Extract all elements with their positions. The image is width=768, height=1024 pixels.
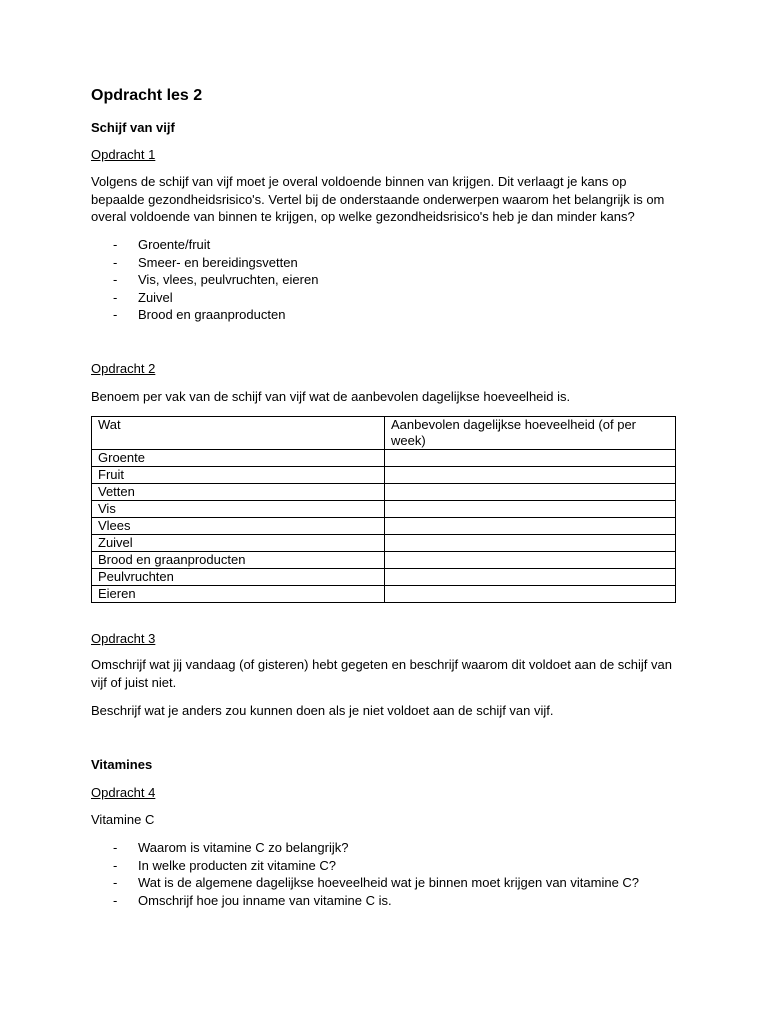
dash-bullet-icon: - <box>113 875 118 890</box>
table-cell-empty[interactable] <box>385 484 676 501</box>
dash-bullet-icon: - <box>113 272 118 287</box>
list-item-text: Smeer- en bereidingsvetten <box>138 254 298 270</box>
table-row <box>92 552 676 569</box>
opdracht4-label: Opdracht 4 <box>91 785 156 800</box>
list-item-text: Wat is de algemene dagelijkse hoeveelheid wat je binnen moet krijgen van vitamine C? <box>138 875 640 890</box>
table-cell-wat: Fruit <box>92 467 385 484</box>
list-item-text: In welke producten zit vitamine C? <box>138 857 336 873</box>
table-header-row <box>92 417 676 450</box>
dash-bullet-icon: - <box>113 307 118 322</box>
opdracht1-list <box>91 236 691 324</box>
list-item <box>91 271 691 289</box>
vitamine-c-subheading: Vitamine C <box>91 812 155 827</box>
section-heading-schijf: Schijf van vijf <box>91 120 175 135</box>
dash-bullet-icon: - <box>113 254 118 270</box>
table-cell-wat: Groente <box>92 450 385 467</box>
table-cell-wat: Brood en graanproducten <box>92 552 385 569</box>
opdracht2-label: Opdracht 2 <box>91 361 156 376</box>
opdracht3-label: Opdracht 3 <box>91 631 156 646</box>
table-row <box>92 450 676 467</box>
dash-bullet-icon: - <box>113 857 118 873</box>
dash-bullet-icon: - <box>113 840 118 855</box>
list-item <box>91 839 711 857</box>
table-cell-empty[interactable] <box>385 467 676 484</box>
table-header-wat: Wat <box>92 417 385 450</box>
table-cell-empty[interactable] <box>385 552 676 569</box>
table-row <box>92 484 676 501</box>
table-cell-wat: Vlees <box>92 518 385 535</box>
table-row <box>92 569 676 586</box>
opdracht3-text-2: Beschrijf wat je anders zou kunnen doen als je niet voldoet aan de schijf van vijf. <box>91 703 554 718</box>
table-cell-empty[interactable] <box>385 569 676 586</box>
list-item-text: Omschrijf hoe jou inname van vitamine C is. <box>138 892 392 908</box>
dash-bullet-icon: - <box>113 289 118 305</box>
list-item-text: Zuivel <box>138 289 173 305</box>
opdracht4-list <box>91 839 711 909</box>
table-row <box>92 518 676 535</box>
table-cell-empty[interactable] <box>385 518 676 535</box>
list-item <box>91 306 691 324</box>
list-item-text: Waarom is vitamine C zo belangrijk? <box>138 840 349 855</box>
table-cell-empty[interactable] <box>385 586 676 603</box>
table-cell-wat: Peulvruchten <box>92 569 385 586</box>
table-cell-empty[interactable] <box>385 535 676 552</box>
list-item-text: Groente/fruit <box>138 237 211 252</box>
opdracht3-text-1: Omschrijf wat jij vandaag (of gisteren) hebt gegeten en beschrijf waarom dit voldoet aan de schijf van vijf of juist niet. <box>91 657 672 690</box>
list-item-text: Vis, vlees, peulvruchten, eieren <box>138 272 319 287</box>
list-item-text: Brood en graanproducten <box>138 307 286 322</box>
opdracht1-text: Volgens de schijf van vijf moet je overal voldoende binnen van krijgen. Dit verlaagt je kans op bepaalde gezondheidsrisico's. Vertel bij de onderstaande onderwerpen waarom het belangrijk is om overal voldoende van binnen te krijgen, op welke gezondheidsrisico's heb je dan minder kans? <box>91 174 665 224</box>
list-item <box>91 874 711 892</box>
table-cell-empty[interactable] <box>385 501 676 518</box>
section-heading-vitamines: Vitamines <box>91 757 153 772</box>
table-row <box>92 501 676 518</box>
dash-bullet-icon: - <box>113 237 118 252</box>
table-cell-empty[interactable] <box>385 450 676 467</box>
aanbevolen-hoeveelheid-table <box>91 416 676 603</box>
list-item <box>91 892 711 910</box>
table-cell-wat: Vis <box>92 501 385 518</box>
table-row <box>92 467 676 484</box>
table-header-hoeveelheid: Aanbevolen dagelijkse hoeveelheid (of per week) <box>385 417 676 450</box>
list-item <box>91 289 691 307</box>
table-cell-wat: Zuivel <box>92 535 385 552</box>
dash-bullet-icon: - <box>113 892 118 908</box>
table-cell-wat: Vetten <box>92 484 385 501</box>
opdracht1-label: Opdracht 1 <box>91 147 156 162</box>
list-item <box>91 236 691 254</box>
list-item <box>91 857 711 875</box>
table-row <box>92 535 676 552</box>
opdracht2-text: Benoem per vak van de schijf van vijf wat de aanbevolen dagelijkse hoeveelheid is. <box>91 389 571 404</box>
table-cell-wat: Eieren <box>92 586 385 603</box>
page-title: Opdracht les 2 <box>91 87 203 104</box>
list-item <box>91 254 691 272</box>
table-row <box>92 586 676 603</box>
